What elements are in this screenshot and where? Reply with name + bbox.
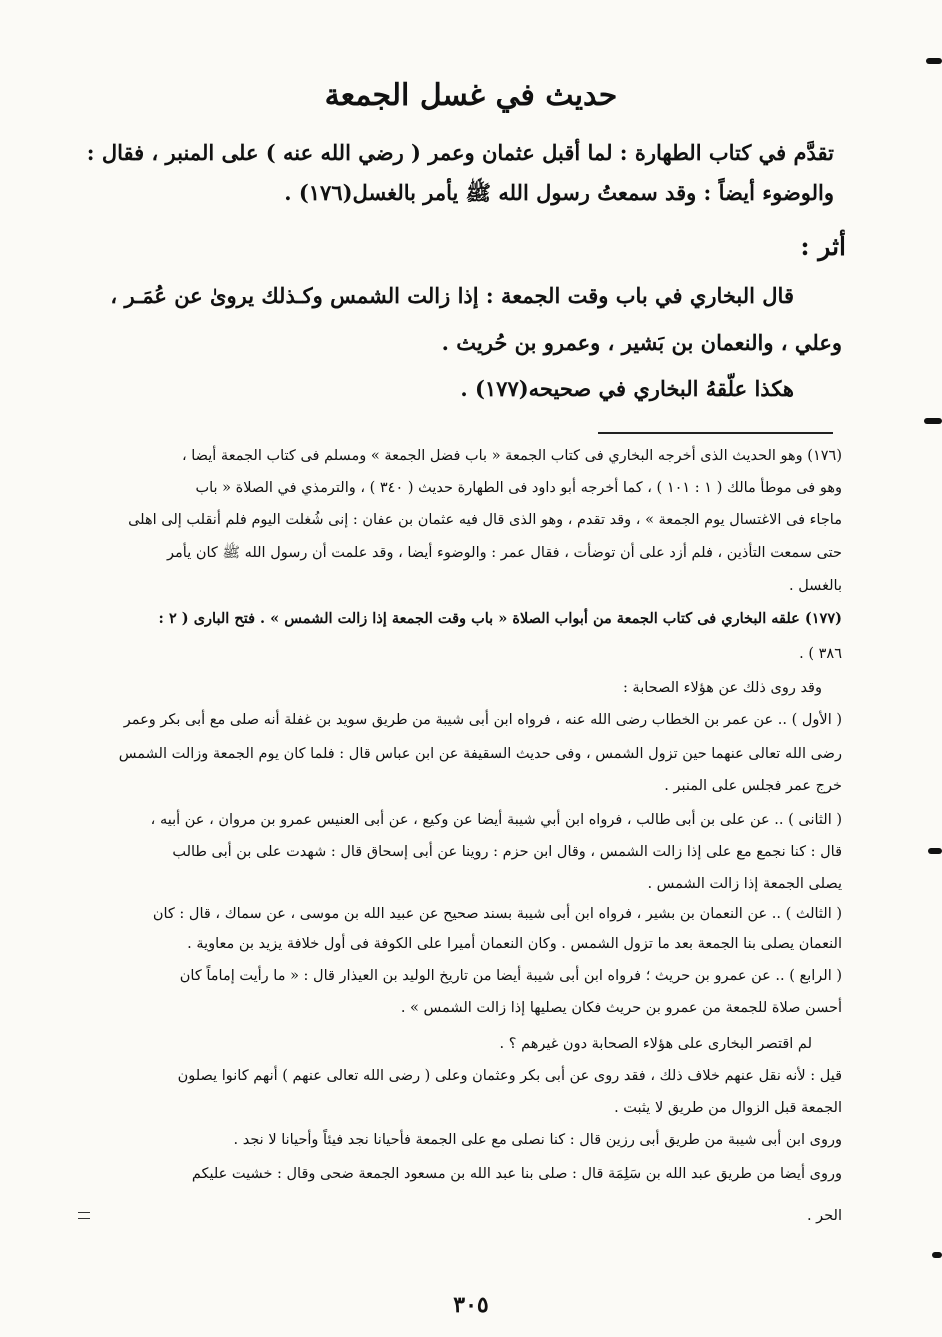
- footnote-line: (١٧٦) وهو الحديث الذى أخرجه البخاري فى كتاب الجمعة « باب فضل الجمعة » ومسلم فى كتاب الجمعة أيضا ،: [181, 448, 842, 464]
- footnote-line: حتى سمعت التأذين ، فلم أزد على أن توضأت ، فقال عمر : والوضوء أيضا ، وقد علمت أن رسول الله ﷺ كان يأمر: [167, 545, 842, 561]
- athar-line: وعلي ، والنعمان بن بَشير ، وعمرو بن حُريث .: [441, 330, 842, 355]
- note-line: قيل : لأنه نقل عنهم خلاف ذلك ، فقد روى عن أبى بكر وعثمان وعلى ( رضى الله تعالى عنهم ) أنهم كانوا يصلون: [177, 1068, 842, 1084]
- footnote-line: ٣٨٦ ) .: [799, 646, 842, 662]
- intro-line: تقدَّم في كتاب الطهارة : لما أقبل عثمان وعمر ( رضي الله عنه ) على المنبر ، فقال :: [86, 140, 834, 165]
- footnote-separator: [598, 432, 833, 434]
- note-line: رضى الله تعالى عنهما حين تزول الشمس ، وفى حديث السقيفة عن ابن عباس قال : فلما كان يوم الجمعة وزالت الشمس: [118, 746, 842, 762]
- footnote-line: (١٧٧) علقه البخاري فى كتاب الجمعة من أبواب الصلاة « باب وقت الجمعة إذا زالت الشمس » . فتح البارى ( ٢ :: [158, 610, 842, 627]
- page-number: ٣٠٥: [453, 1292, 489, 1318]
- athar-heading: أثر :: [800, 232, 846, 261]
- note-line: ( الأول ) .. عن عمر بن الخطاب رضى الله عنه ، فرواه ابن أبى شيبة من طريق سويد بن غفلة أنه صلى مع أبى بكر وعمر: [123, 712, 842, 728]
- note-line: وروى ابن أبى شيبة من طريق أبى رزين قال : كنا نصلى مع على الجمعة فأحيانا نجد فيئاً وأحيانا لا نجد .: [233, 1132, 842, 1148]
- page-title: حديث في غسل الجمعة: [324, 78, 618, 113]
- binding-mark-bottom: [932, 1252, 942, 1258]
- note-line: النعمان يصلى بنا الجمعة بعد ما تزول الشمس . وكان النعمان أميرا على الكوفة فى أول خلافة يزيد بن معاوية .: [187, 936, 842, 952]
- note-line: لم اقتصر البخارى على هؤلاء الصحابة دون غيرهم ؟ .: [499, 1036, 812, 1052]
- note-line: قال : كنا نجمع مع على إذا زالت الشمس ، وقال ابن حزم : روينا عن أبى إسحاق قال : شهدت على بن أبى طالب: [172, 844, 842, 860]
- note-line: يصلى الجمعة إذا زالت الشمس .: [647, 876, 842, 892]
- intro-line: والوضوء أيضاً : وقد سمعتُ رسول الله ﷺ يأمر بالغسل(١٧٦) .: [284, 180, 834, 205]
- note-line: ( الثانى ) .. عن على بن أبى طالب ، فرواه ابن أبي شيبة أيضا عن وكيع ، عن أبى العنيس عمرو بن مروان ، عن أبيه ،: [150, 812, 842, 828]
- footnote-line: بالغسل .: [788, 578, 842, 594]
- binding-mark-top: [926, 58, 942, 64]
- note-line: خرج عمر فجلس على المنبر .: [664, 778, 842, 794]
- note-line: ( الثالث ) .. عن النعمان بن بشير ، فرواه ابن أبى شيبة بسند صحيح عن عبيد الله بن موسى ، عن سماك ، قال : كان: [152, 906, 842, 922]
- note-line: الحر .: [806, 1208, 842, 1224]
- margin-mark: [78, 1212, 90, 1219]
- footnote-line: وهو فى موطأ مالك ( ١ : ١٠١ ) ، كما أخرجه أبو داود فى الطهارة حديث ( ٣٤٠ ) ، والترمذي في الصلاة « باب: [195, 480, 842, 496]
- note-line: أحسن صلاة للجمعة من عمرو بن حريث فكان يصليها إذا زالت الشمس » .: [400, 1000, 842, 1016]
- note-line: الجمعة قبل الزوال من طريق لا يثبت .: [614, 1100, 842, 1116]
- athar-line: قال البخاري في باب وقت الجمعة : إذا زالت الشمس وكـذلك يروىٰ عن عُمَـر ،: [110, 283, 794, 308]
- athar-line: هكذا علّقهُ البخاري في صحيحه(١٧٧) .: [460, 376, 794, 401]
- binding-mark-middle: [928, 848, 942, 854]
- footnote-line: ماجاء فى الاغتسال يوم الجمعة » ، وقد تقدم ، وهو الذى قال فيه عثمان بن عفان : إنى شُغلت اليوم فلم أنقلب إلى اهلى: [128, 512, 842, 528]
- note-line: وقد روى ذلك عن هؤلاء الصحابة :: [622, 680, 822, 696]
- binding-mark-upper: [924, 418, 942, 424]
- note-line: وروى أيضا من طريق عبد الله بن سَلِمَة قال : صلى بنا عبد الله بن مسعود الجمعة ضحى وقال : خشيت عليكم: [191, 1166, 842, 1182]
- note-line: ( الرابع ) .. عن عمرو بن حريث ؛ فرواه ابن أبى شيبة أيضا من تاريخ الوليد بن العيذار قال : « ما رأيت إماماً كان: [179, 968, 842, 984]
